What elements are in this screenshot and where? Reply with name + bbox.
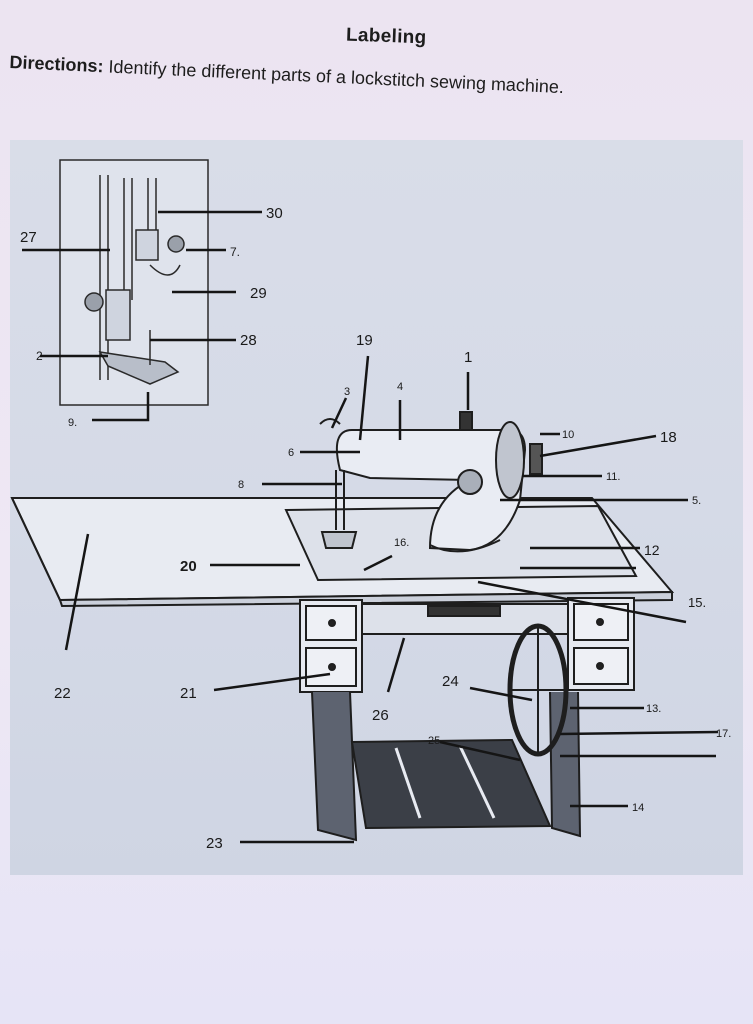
directions-text: Identify the different parts of a lockstitch sewing machine. — [108, 56, 565, 98]
label-4: 4 — [397, 381, 404, 393]
label-2: 2 — [36, 349, 43, 363]
label-24: 24 — [442, 673, 459, 690]
leader-19 — [360, 356, 368, 440]
label-7: 7. — [230, 245, 241, 259]
label-13: 13. — [646, 703, 662, 715]
label-23: 23 — [206, 835, 223, 852]
label-29: 29 — [250, 285, 267, 302]
label-9: 9. — [68, 417, 78, 429]
label-19: 19 — [356, 332, 373, 349]
directions-label: Directions: — [9, 52, 104, 77]
leader-17 — [560, 732, 718, 734]
label-10: 10 — [562, 429, 575, 441]
label-28: 28 — [240, 332, 257, 349]
label-12: 12 — [644, 542, 660, 558]
label-30: 30 — [266, 205, 283, 222]
label-14: 14 — [632, 802, 645, 814]
label-8: 8 — [238, 479, 245, 491]
table-top — [12, 498, 672, 606]
label-1: 1 — [464, 349, 473, 366]
cabinet-and-stand — [300, 598, 634, 840]
label-20: 20 — [180, 558, 197, 575]
label-16: 16. — [394, 537, 410, 549]
label-21: 21 — [180, 685, 197, 702]
label-6: 6 — [288, 447, 295, 459]
label-22: 22 — [54, 685, 71, 702]
label-26: 26 — [372, 707, 389, 724]
label-18: 18 — [660, 429, 677, 446]
label-25: 25 — [428, 735, 441, 747]
label-3: 3 — [344, 386, 351, 398]
label-17: 17. — [716, 728, 732, 740]
presser-foot-inset — [60, 160, 208, 405]
leader-18 — [540, 436, 656, 456]
label-15: 15. — [688, 595, 707, 610]
worksheet-title: Labeling — [345, 24, 427, 49]
label-5: 5. — [692, 495, 702, 507]
label-27: 27 — [20, 229, 37, 246]
leader-26 — [388, 638, 404, 692]
label-11: 11. — [606, 471, 621, 483]
